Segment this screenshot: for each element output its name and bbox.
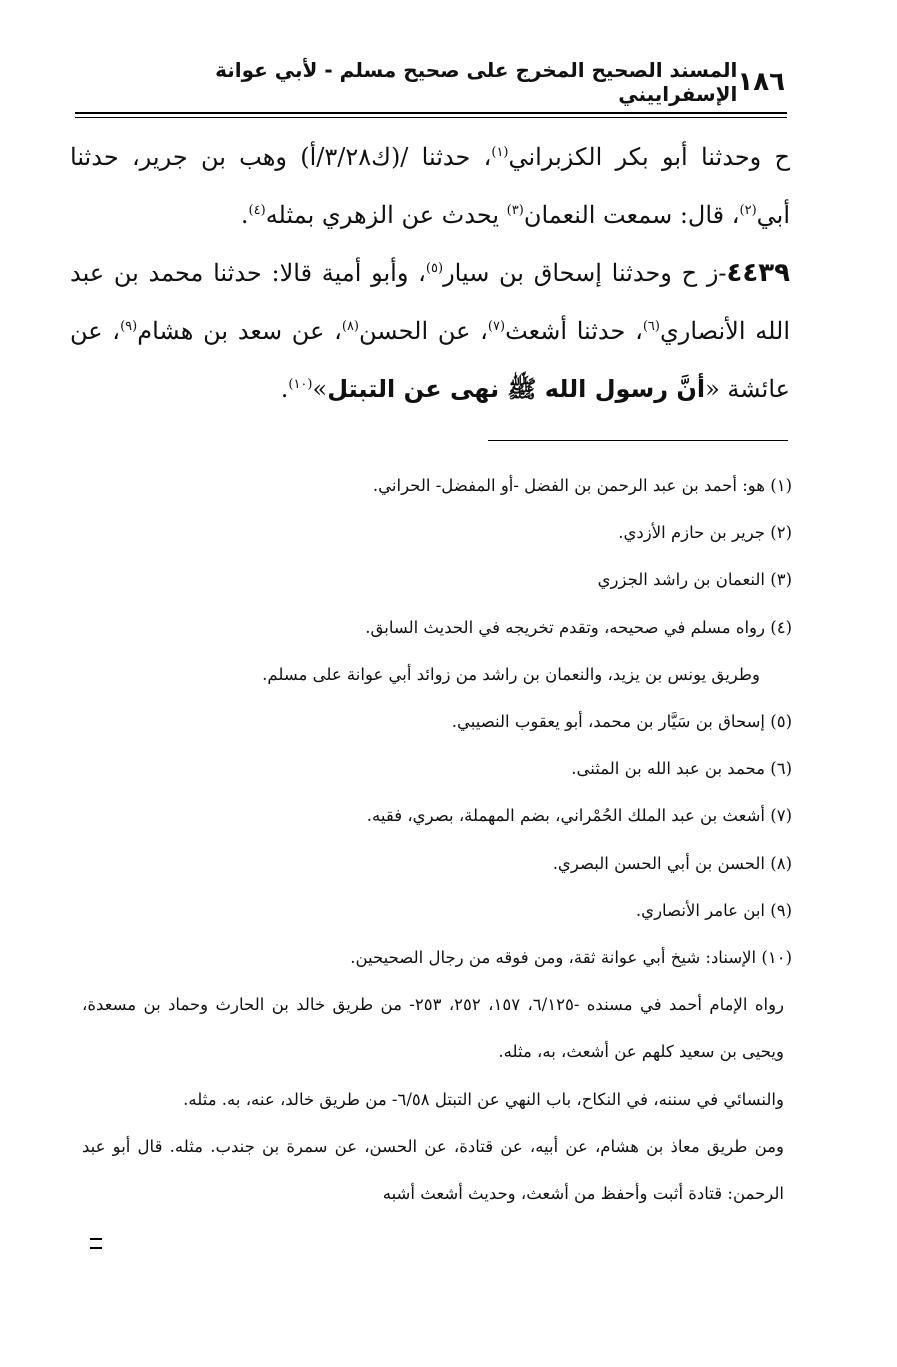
footnote-9: (٩) ابن عامر الأنصاري. [635, 900, 792, 920]
main-text [70, 128, 790, 418]
page-header [125, 58, 785, 106]
page-number: ١٨٦ [737, 67, 785, 97]
footnote-ref: (٩) [120, 319, 138, 334]
footnote-5: (٥) إسحاق بن سَيَّار بن محمد، أبو يعقوب النصيبي. [451, 712, 792, 732]
hadith-number: ٤٤٣٩ [726, 258, 791, 288]
footnote-10-paragraph-2: والنسائي في سننه، في النكاح، باب النهي عن التبتل ٦/٥٨- من طريق خالد، عنه، به. مثله. [183, 1089, 784, 1109]
footnote-1: (١) هو: أحمد بن عبد الرحمن بن الفضل -أو المفضل- الحراني. [372, 476, 792, 495]
continuation-mark [90, 1238, 102, 1249]
footnote-7: (٧) أشعث بن عبد الملك الحُمْراني، بضم المهملة، بصري، فقيه. [366, 806, 792, 826]
footnote-4-continuation: وطريق يونس بن يزيد، والنعمان بن راشد من زوائد أبي عوانة على مسلم. [262, 664, 760, 684]
footnote-8: (٨) الحسن بن أبي الحسن البصري. [552, 853, 792, 873]
paragraph-1: ح وحدثنا أبو بكر الكزبراني$^{(١)}$، حدثنا /(ك٣/٢٨/أ) وهب بن جرير، حدثنا أبي$^{(٢)}$، قال: سمعت النعمان$^{(٣)}$ يحدث عن الزهري بمثله$^{(٤)}$. [70, 143, 791, 229]
footnote-6: (٦) محمد بن عبد الله بن المثنى. [571, 759, 792, 779]
footnote-ref: (٣) [506, 203, 524, 218]
footnote-2: (٢) جرير بن حازم الأزدي. [618, 523, 792, 543]
header-rule-thin [75, 117, 787, 118]
footnotes [82, 462, 792, 1217]
footnote-10: (١٠) الإسناد: شيخ أبي عوانة ثقة، ومن فوقه من رجال الصحيحين. [350, 948, 792, 968]
footnote-ref: (٧) [487, 319, 506, 334]
footnote-4: (٤) رواه مسلم في صحيحه، وتقدم تخريجه في الحديث السابق. [365, 617, 792, 637]
footnote-ref: (٢) [739, 203, 757, 218]
header-rule [75, 112, 787, 114]
footnote-3: (٣) النعمان بن راشد الجزري [597, 570, 792, 590]
footnote-ref: (٦) [642, 319, 660, 334]
footnote-separator [488, 440, 788, 441]
hadith-quote: أنَّ رسول الله ﷺ نهى عن التبتل [327, 375, 706, 403]
footnote-10-paragraph-3: ومن طريق معاذ بن هشام، عن أبيه، عن قتادة، عن الحسن، عن سمرة بن جندب. مثله. قال أبو عبد الرحمن: قتادة أثبت وأحفظ من أشعث، وحديث أشعث أشبه [82, 1136, 784, 1204]
footnote-ref: (٨) [341, 319, 359, 334]
running-title: المسند الصحيح المخرج على صحيح مسلم - لأبي عوانة الإسفراييني [215, 58, 738, 106]
footnote-ref: (٥) [425, 261, 444, 276]
footnote-10-paragraph-1: رواه الإمام أحمد في مسنده -٦/١٢٥، ١٥٧، ٢٥٢، ٢٥٣- من طريق خالد بن الحارث وحماد بن مسعدة، ويحيى بن سعيد كلهم عن أشعث، به، مثله. [82, 995, 785, 1062]
hadith-4439: ٤٤٣٩-ز ح وحدثنا إسحاق بن سيار$^{(٥)}$، وأبو أمية قالا: حدثنا محمد بن عبد الله الأنصاري$^{(٦)}$، حدثنا أشعث$^{(٧)}$، عن الحسن$^{(٨)}$، عن سعد بن هشام$^{(٩)}$، عن عائشة «أنَّ رسول الله ﷺ نهى عن التبتل»$^{(١٠)}$. [70, 258, 791, 403]
footnote-ref: (١٠) [288, 377, 313, 392]
footnote-ref: (١) [491, 145, 509, 160]
footnote-ref: (٤) [248, 203, 266, 218]
